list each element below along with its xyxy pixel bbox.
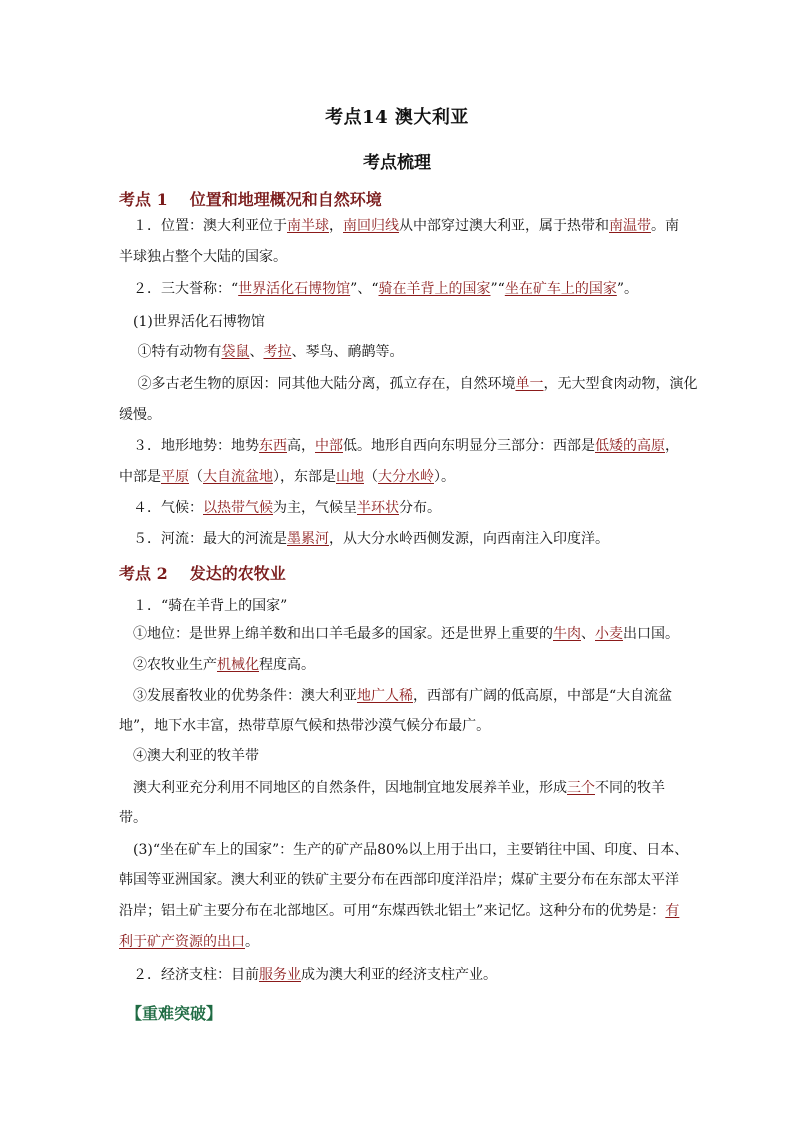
text-line [119,624,679,644]
answer-blank: 低矮的高原 [595,438,665,454]
text-segment: 。南 [651,218,679,234]
section-title: 位置和地理概况和自然环境 [189,190,382,209]
section-title: 发达的农牧业 [189,564,286,583]
text-segment: ”。 [616,281,638,297]
answer-blank: 服务业 [259,967,301,983]
text-segment: ２．三大誉称：“ [119,281,239,297]
text-segment: 缓慢。 [119,407,161,423]
text-segment: ２．经济支柱：目前 [119,967,259,983]
text-segment: ，西部有广阔的低高原，中部是“大自流盆 [413,688,673,704]
text-line [119,655,679,675]
text-line [119,529,679,549]
text-line [119,216,679,236]
text-segment: 、琴鸟、鸸鹋等。 [291,344,404,360]
text-line [119,436,679,456]
text-segment: （ [364,469,378,485]
text-line [119,596,679,616]
text-line [119,342,679,362]
answer-blank: 单一 [515,376,544,392]
answer-blank: 骑在羊背上的国家 [378,281,491,297]
section-number: 考点 1 [119,190,168,209]
answer-blank: 考拉 [263,344,292,360]
text-line [119,778,679,798]
answer-blank: 大自流盆地 [203,469,273,485]
text-line [119,840,689,860]
text-line [119,374,698,394]
text-line [119,498,679,518]
answer-blank: 大分水岭 [378,469,434,485]
answer-blank: 中部 [315,438,343,454]
text-line [119,686,679,706]
answer-blank: 以热带气候 [203,500,273,516]
text-segment: 高， [287,438,315,454]
answer-blank: 地广人稀 [357,688,413,704]
answer-blank: 牛肉 [553,626,581,642]
text-line [119,965,679,985]
text-segment: ３．地形地势：地势 [119,438,259,454]
text-segment: 出口国。 [623,626,679,642]
text-segment: ③发展畜牧业的优势条件：澳大利亚 [119,688,357,704]
answer-blank: 南温带 [609,218,651,234]
text-segment: 半球独占整个大陆的国家。 [119,249,287,265]
text-segment: ）。 [434,469,455,485]
answer-blank: 南回归线 [343,218,399,234]
text-segment: 澳大利亚充分利用不同地区的自然条件，因地制宜地发展养羊业，形成 [119,780,567,796]
answer-blank: 坐在矿车上的国家 [504,281,617,297]
section-heading-2 [119,561,286,584]
text-segment: 成为澳大利亚的经济支柱产业。 [301,967,497,983]
text-segment: 沿岸；铝土矿主要分布在北部地区。可用“东煤西铁北铝土”来记忆。这种分布的优势是： [119,903,666,919]
text-line [119,312,679,332]
text-segment: ，无大型食肉动物，演化 [543,376,698,392]
text-segment: ，从大分水岭西侧发源，向西南注入印度洋。 [329,531,609,547]
text-segment: １．“骑在羊背上的国家” [119,598,288,614]
text-line [119,405,679,425]
text-segment: ”“ [490,281,505,297]
section-heading-1 [119,187,382,210]
answer-blank: 小麦 [595,626,623,642]
key-points-heading: 【重难突破】 [126,1004,223,1023]
text-line [119,279,679,299]
answer-blank: 半环状 [357,500,399,516]
text-segment: 带。 [119,810,147,826]
section-number: 考点 2 [119,564,168,583]
text-segment: ②多古老生物的原因：同其他大陆分离，孤立存在，自然环境 [119,376,516,392]
text-segment: ），东部是 [273,469,336,485]
text-segment: (3)“坐在矿车上的国家”：生产的矿产品80%以上用于出口，主要销往中国、印度、日本、 [119,842,689,858]
answer-blank: 东西 [259,438,287,454]
text-segment: 不同的牧羊 [595,780,665,796]
answer-blank: 南半球 [287,218,329,234]
answer-blank: 平原 [161,469,189,485]
text-segment: ④澳大利亚的牧羊带 [119,748,259,764]
text-segment: ， [329,218,343,234]
answer-blank: 三个 [567,780,595,796]
text-segment: ②农牧业生产 [119,657,217,673]
answer-blank: 有 [665,903,680,919]
text-segment: 、 [249,344,264,360]
text-segment: ”、“ [350,281,379,297]
answer-blank: 山地 [336,469,364,485]
text-segment: ， [665,438,679,454]
text-line [119,870,679,890]
text-segment: 分布。 [399,500,441,516]
text-segment: 程度高。 [259,657,315,673]
text-segment: 韩国等亚洲国家。澳大利亚的铁矿主要分布在西部印度洋沿岸；煤矿主要分布在东部太平洋 [119,872,679,888]
text-segment: 。 [245,934,259,950]
answer-blank: 利于矿产资源的出口 [119,934,245,950]
text-segment: 地”，地下水丰富，热带草原气候和热带沙漠气候分布最广。 [119,718,491,734]
text-segment: ４．气候： [119,500,203,516]
text-segment: ①特有动物有 [119,344,222,360]
text-segment: ①地位：是世界上绵羊数和出口羊毛最多的国家。还是世界上重要的 [119,626,553,642]
document-title: 考点14 澳大利亚 [325,107,469,128]
text-segment: ５．河流：最大的河流是 [119,531,287,547]
answer-blank: 袋鼠 [221,344,250,360]
text-segment: 从中部穿过澳大利亚，属于热带和 [399,218,609,234]
text-line [119,932,679,952]
text-line [119,808,679,828]
text-segment: １．位置：澳大利亚位于 [119,218,287,234]
text-line [119,901,679,921]
text-line [119,746,679,766]
text-segment: 中部是 [119,469,161,485]
answer-blank: 机械化 [217,657,259,673]
text-line [119,467,679,487]
text-segment: 为主，气候呈 [273,500,357,516]
text-segment: 低。地形自西向东明显分三部分：西部是 [343,438,595,454]
document-subtitle: 考点梳理 [363,153,431,173]
text-segment: (1)世界活化石博物馆 [119,314,265,330]
text-segment: （ [189,469,203,485]
text-segment: 、 [581,626,595,642]
answer-blank: 墨累河 [287,531,329,547]
text-line [119,247,679,267]
answer-blank: 世界活化石博物馆 [238,281,351,297]
text-line [119,716,679,736]
